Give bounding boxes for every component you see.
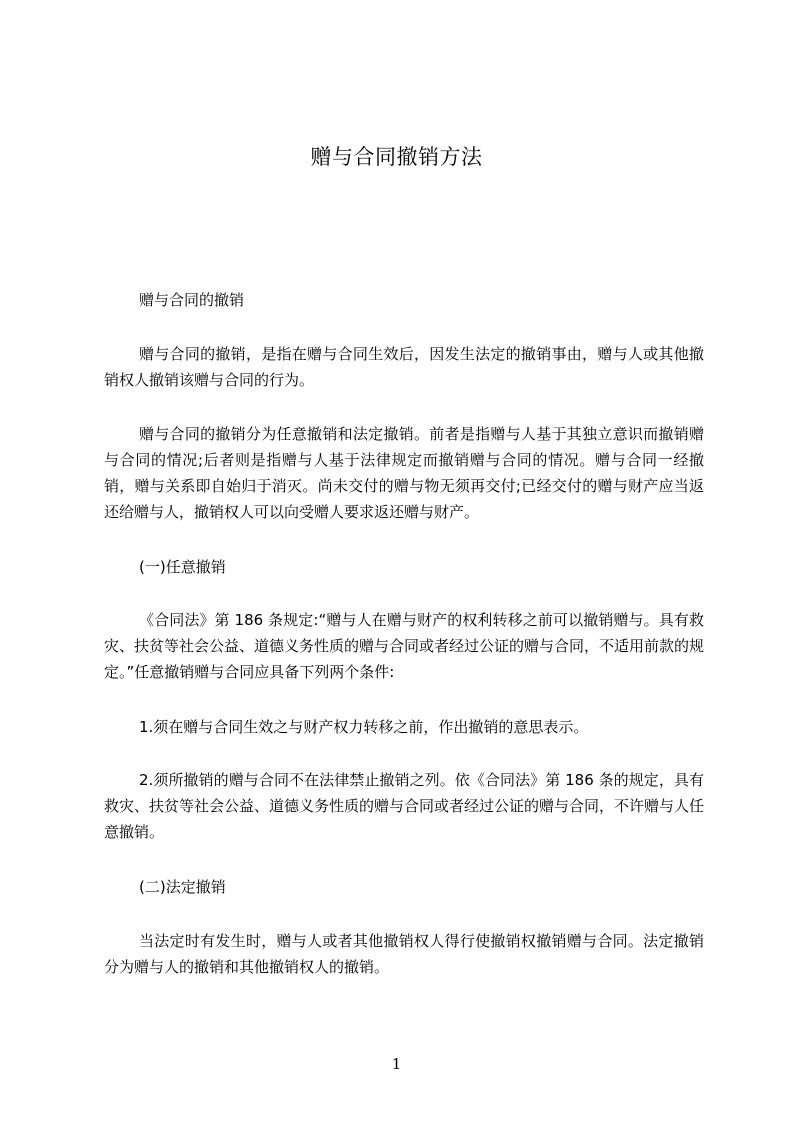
paragraph-types: 赠与合同的撤销分为任意撤销和法定撤销。前者是指赠与人基于其独立意识而撤销赠与合同的情况;后者则是指赠与人基于法律规定而撤销赠与合同的情况。赠与合同一经撤销，赠与关系即自始归于消灭。尚未交付的赠与物无须再交付;已经交付的赠与财产应当返还给赠与人，撤销权人可以向受赠人要求返还赠与财产。	[104, 425, 704, 521]
section-heading-voluntary: (一)任意撤销	[139, 558, 226, 576]
paragraph-definition: 赠与合同的撤销，是指在赠与合同生效后，因发生法定的撤销事由，赠与人或其他撤销权人撤销该赠与合同的行为。	[104, 345, 704, 389]
paragraph-condition-1: 1.须在赠与合同生效之与财产权力转移之前，作出撤销的意思表示。	[139, 718, 589, 736]
page-number: 1	[391, 1055, 402, 1073]
paragraph-statutory: 当法定时有发生时，赠与人或者其他撤销权人得行使撤销权撤销赠与合同。法定撤销分为赠与人的撤销和其他撤销权人的撤销。	[104, 932, 704, 976]
document-title: 赠与合同撤销方法	[310, 145, 483, 169]
section-heading-revocation: 赠与合同的撤销	[139, 291, 245, 309]
paragraph-condition-2: 2.须所撤销的赠与合同不在法律禁止撤销之列。依《合同法》第 186 条的规定，具有救灾、扶贫等社会公益、道德义务性质的赠与合同或者经过公证的赠与合同，不许赠与人任意撤销。	[104, 771, 705, 841]
paragraph-contract-law-186: 《合同法》第 186 条规定:“赠与人在赠与财产的权利转移之前可以撤销赠与。具有救灾、扶贫等社会公益、道德义务性质的赠与合同或者经过公证的赠与合同，不适用前款的规定。”任意撤销赠与合同应具备下列两个条件:	[104, 611, 705, 681]
section-heading-statutory: (二)法定撤销	[139, 878, 226, 896]
